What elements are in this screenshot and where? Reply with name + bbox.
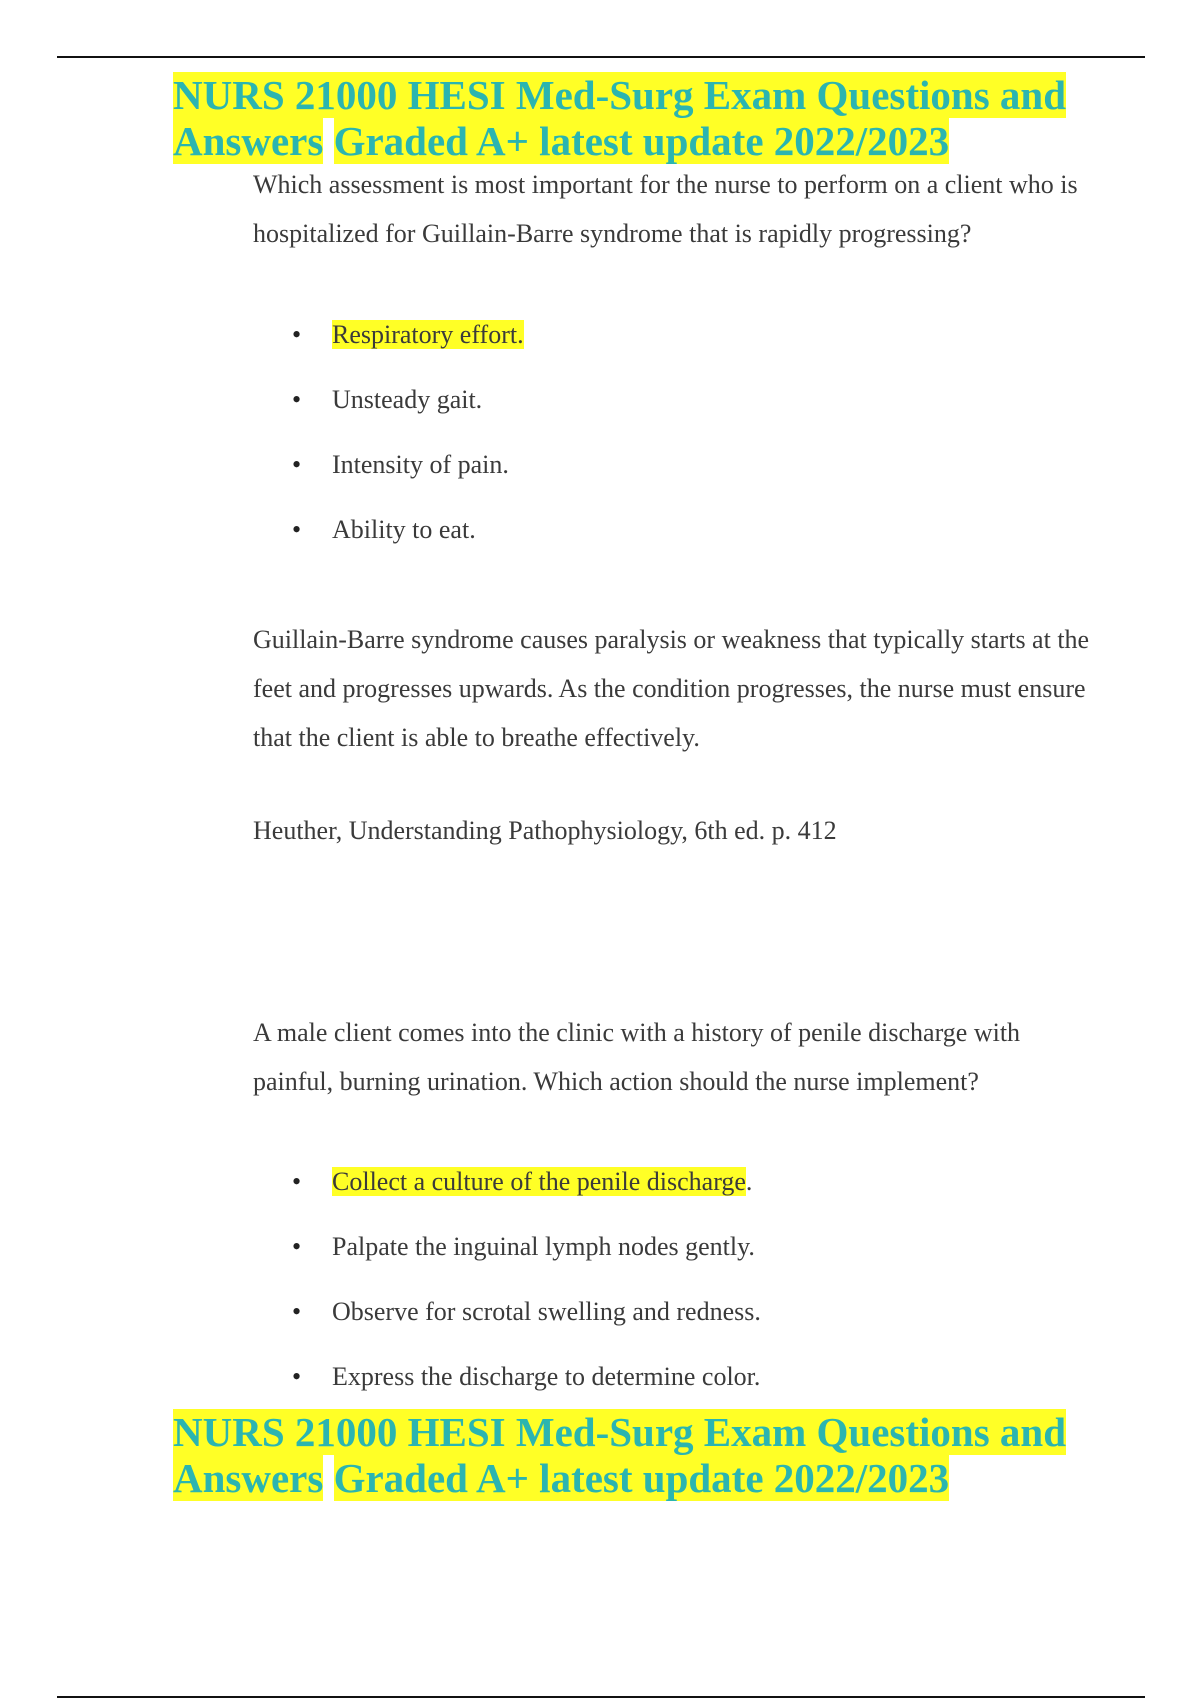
- bullet-icon: •: [292, 320, 302, 349]
- option-text: Intensity of pain.: [332, 450, 509, 479]
- option-text: Unsteady gait.: [332, 385, 483, 414]
- bullet-icon: •: [292, 450, 302, 479]
- document-title-repeat: [173, 1409, 1066, 1501]
- question-2-options: [253, 1164, 761, 1424]
- question-2-text: A male client comes into the clinic with a history of penile discharge with painful, burning urination. Which action should the nurse implement?: [253, 1018, 1021, 1096]
- option-item: [253, 1294, 761, 1359]
- bottom-rule: [57, 1696, 1145, 1698]
- correct-answer: Collect a culture of the penile discharge: [332, 1167, 746, 1196]
- option-item: [253, 1164, 761, 1229]
- bullet-icon: •: [292, 385, 302, 414]
- bullet-icon: •: [292, 1362, 302, 1391]
- document-title: [173, 72, 1066, 164]
- option-item: [253, 447, 524, 512]
- option-text: Palpate the inguinal lymph nodes gently.: [332, 1232, 755, 1261]
- bullet-icon: •: [292, 1232, 302, 1261]
- title-line-1: NURS 21000 HESI Med-Surg Exam Questions and: [173, 72, 1067, 118]
- option-item: [253, 512, 524, 577]
- option-text: Observe for scrotal swelling and redness.: [332, 1297, 761, 1326]
- title-line-1: NURS 21000 HESI Med-Surg Exam Questions and: [173, 1409, 1067, 1455]
- question-1-options: [253, 317, 524, 577]
- question-1-rationale: Guillain-Barre syndrome causes paralysis or weakness that typically starts at the feet and progresses upwards. As the condition progresses, the nurse must ensure that the client is able to breathe effectively.: [253, 625, 1090, 752]
- top-rule: [57, 56, 1145, 58]
- title-line-2-start: Answers: [173, 118, 324, 164]
- bullet-icon: •: [292, 1167, 302, 1196]
- answer-period: .: [745, 1167, 753, 1196]
- correct-answer: Respiratory effort.: [332, 320, 524, 349]
- option-item: [253, 382, 524, 447]
- question-1-text: Which assessment is most important for the nurse to perform on a client who is hospitalized for Guillain-Barre syndrome that is rapidly progressing?: [253, 170, 1078, 248]
- question-1-reference: Heuther, Understanding Pathophysiology, 6th ed. p. 412: [253, 816, 837, 845]
- option-item: [253, 1229, 761, 1294]
- title-line-2-start: Answers: [173, 1455, 324, 1501]
- title-line-2-end: Graded A+ latest update 2022/2023: [333, 118, 950, 164]
- bullet-icon: •: [292, 1297, 302, 1326]
- title-line-2-end: Graded A+ latest update 2022/2023: [333, 1455, 950, 1501]
- option-text: Ability to eat.: [332, 515, 476, 544]
- bullet-icon: •: [292, 515, 302, 544]
- option-text: Express the discharge to determine color.: [332, 1362, 761, 1391]
- option-item: [253, 317, 524, 382]
